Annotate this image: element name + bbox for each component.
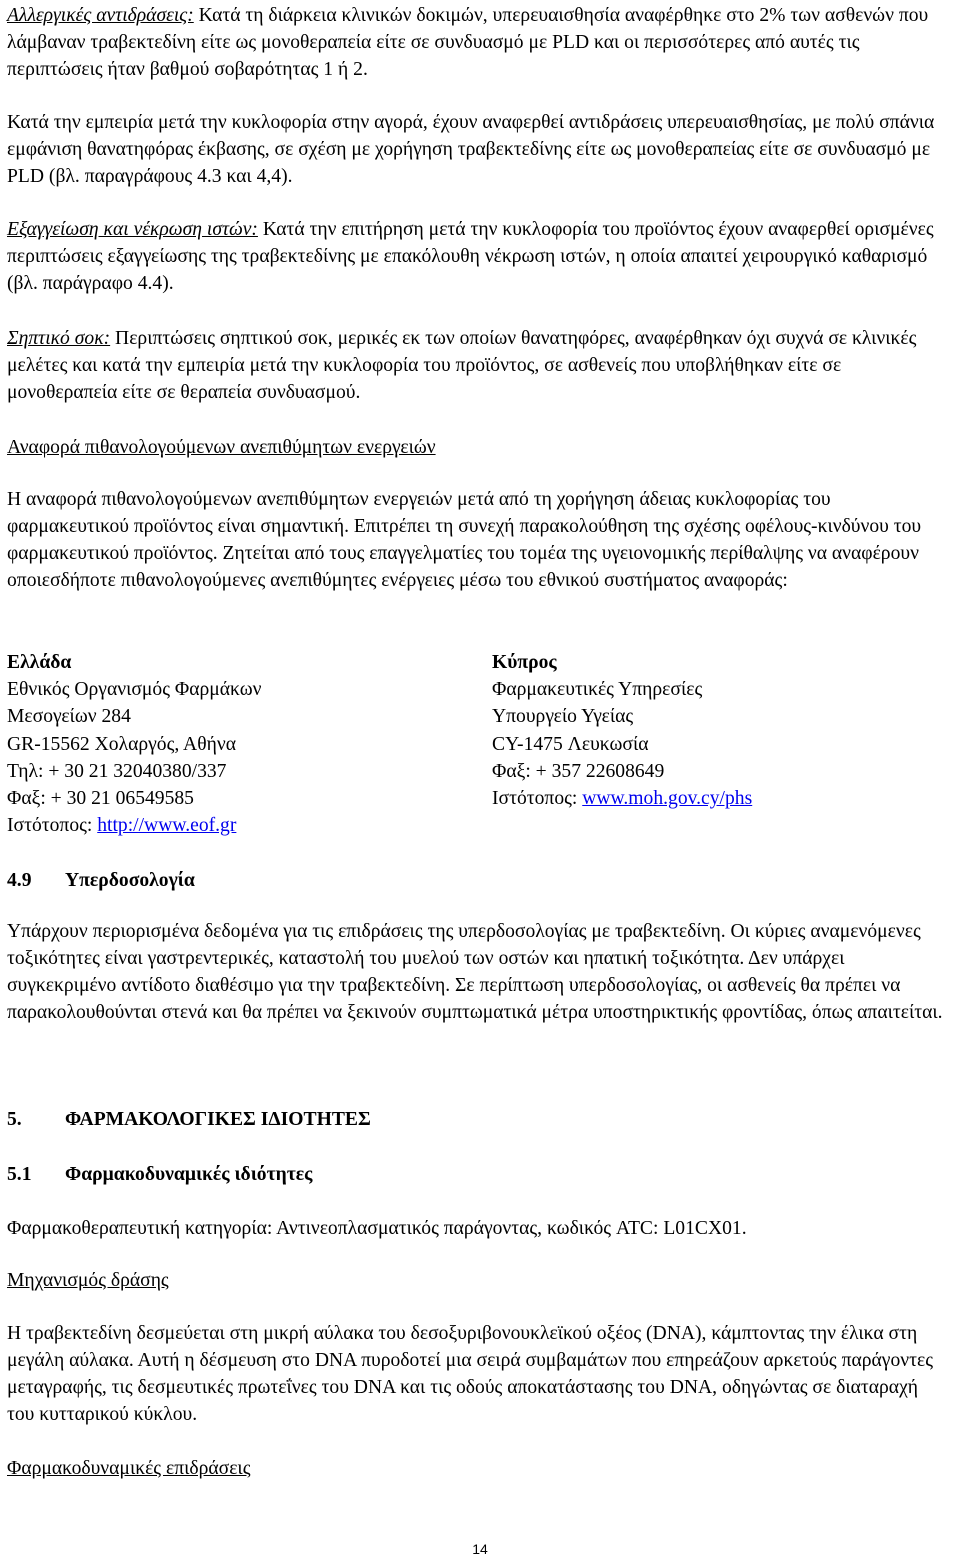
section-5-1-heading: [7, 1161, 947, 1188]
cyprus-city: CY-1475 Λευκωσία: [492, 733, 649, 755]
mechanism-heading: Μηχανισμός δράσης: [7, 1270, 169, 1291]
allergic-reactions-label: Αλλεργικές αντιδράσεις:: [7, 5, 194, 26]
pharmacotherapeutic-category: Φαρμακοθεραπευτική κατηγορία: Αντινεοπλασματικός παράγοντας, κωδικός ATC: L01CX01.: [7, 1218, 747, 1239]
septic-shock-text: Περιπτώσεις σηπτικού σοκ, μερικές εκ των οποίων θανατηφόρες, αναφέρθηκαν όχι συχνά σε κλινικές μελέτες και κατά την εμπειρία μετά την κυκλοφορία του προϊόντος, σε ασθενείς που υποβλήθηκαν είτε σε μονοθεραπεία είτε σε θεραπεία συνδυασμού.: [7, 328, 917, 403]
greece-title: Ελλάδα: [7, 652, 72, 673]
overdose-paragraph: Υπάρχουν περιορισμένα δεδομένα για τις επιδράσεις της υπερδοσολογίας με τραβεκτεδίνη. Οι κύριες αναμενόμενες τοξικότητες είναι γαστρεντερικές, καταστολή του μυελού των οστών και ηπατική τοξικότητα. Δεν υπάρχει συγκεκριμένο αντίδοτο διαθέσιμο για την τραβεκτεδίνη. Σε περίπτωση υπερδοσολογίας, οι ασθενείς θα πρέπει να παρακολουθούνται στενά και θα πρέπει να ξεκινούν συμπτωματικά μέτρα υποστηρικτικής φροντίδας, όπως απαιτείται.: [7, 921, 943, 1023]
greece-website: [7, 812, 261, 839]
greece-website-label: Ιστότοπος:: [7, 815, 98, 837]
extravasation-text: Κατά την επιτήρηση μετά την κυκλοφορία του προϊόντος έχουν αναφερθεί ορισμένες περιπτώσεις εξαγγείωσης της τραβεκτεδίνης με επακόλουθη νέκρωση ιστών, η οποία απαιτεί χειρουργικό καθαρισμό (βλ. παράγραφο 4.4).: [7, 219, 934, 294]
cyprus-website: [492, 785, 752, 812]
reporting-heading: Αναφορά πιθανολογούμενων ανεπιθύμητων ενεργειών: [7, 437, 436, 458]
page-number: 14: [472, 1541, 488, 1557]
cyprus-title: Κύπρος: [492, 652, 557, 673]
greece-phone: Τηλ: + 30 21 32040380/337: [7, 760, 227, 782]
overdose-section-title: Υπερδοσολογία: [65, 870, 195, 891]
section-5-title: ΦΑΡΜΑΚΟΛΟΓΙΚΕΣ ΙΔΙΟΤΗΤΕΣ: [65, 1109, 371, 1130]
septic-shock-paragraph: [7, 325, 947, 406]
greece-contact-block: [7, 649, 261, 839]
post-marketing-paragraph: Κατά την εμπειρία μετά την κυκλοφορία στην αγορά, έχουν αναφερθεί αντιδράσεις υπερευαισθησίας, με πολύ σπάνια εμφάνιση θανατηφόρας έκβασης, σε σχέση με χορήγηση τραβεκτεδίνης είτε ως μονοθεραπείας είτε σε συνδυασμό με PLD (βλ. παραγράφους 4.3 και 4,4).: [7, 112, 935, 187]
cyprus-ministry: Υπουργείο Υγείας: [492, 706, 634, 728]
septic-shock-label: Σηπτικό σοκ:: [7, 328, 111, 349]
mechanism-paragraph: Η τραβεκτεδίνη δεσμεύεται στη μικρή αύλακα του δεσοξυριβονουκλεϊκού οξέος (DNA), κάμπτοντας την έλικα στη μεγάλη αύλακα. Αυτή η δέσμευση στο DNA πυροδοτεί μια σειρά συμβαμάτων που επηρεάζουν αρκετούς παράγοντες μεταγραφής, τις δεσμευτικές πρωτεΐνες του DNA και τις οδούς αποκατάστασης του DNA, οδηγώντας σε διαταραχή του κυτταρικού κύκλου.: [7, 1323, 933, 1425]
greece-fax: Φαξ: + 30 21 06549585: [7, 788, 194, 810]
greece-organization: Εθνικός Οργανισμός Φαρμάκων: [7, 679, 262, 701]
pharmacodynamic-effects-heading: Φαρμακοδυναμικές επιδράσεις: [7, 1458, 251, 1479]
section-5-1-title: Φαρμακοδυναμικές ιδιότητες: [65, 1164, 313, 1185]
allergic-reactions-text: Κατά τη διάρκεια κλινικών δοκιμών, υπερευαισθησία αναφέρθηκε στο 2% των ασθενών που λάμβαναν τραβεκτεδίνη είτε ως μονοθεραπεία είτε σε συνδυασμό με PLD και οι περισσότερες από αυτές τις περιπτώσεις ήταν βαθμού σοβαρότητας 1 ή 2.: [7, 5, 929, 80]
section-5-number: 5.: [7, 1109, 22, 1130]
section-5-heading: [7, 1106, 947, 1133]
cyprus-organization: Φαρμακευτικές Υπηρεσίες: [492, 679, 703, 701]
reporting-paragraph: Η αναφορά πιθανολογούμενων ανεπιθύμητων ενεργειών μετά από τη χορήγηση άδειας κυκλοφορίας του φαρμακευτικού προϊόντος είναι σημαντική. Επιτρέπει τη συνεχή παρακολούθηση της σχέσης οφέλους-κινδύνου του φαρμακευτικού προϊόντος. Ζητείται από τους επαγγελματίες του τομέα της υγειονομικής περίθαλψης να αναφέρουν οποιεσδήποτε πιθανολογούμενες ανεπιθύμητες ενέργειες μέσω του εθνικού συστήματος αναφοράς:: [7, 489, 922, 591]
overdose-heading: [7, 867, 947, 894]
cyprus-website-link[interactable]: www.moh.gov.cy/phs: [582, 788, 753, 810]
cyprus-website-label: Ιστότοπος:: [492, 788, 583, 810]
greece-street: Μεσογείων 284: [7, 706, 131, 728]
greece-city: GR-15562 Χολαργός, Αθήνα: [7, 733, 236, 755]
cyprus-fax: Φαξ: + 357 22608649: [492, 760, 665, 782]
greece-website-link[interactable]: http://www.eof.gr: [97, 815, 237, 837]
cyprus-contact-block: [492, 649, 752, 812]
extravasation-label: Εξαγγείωση και νέκρωση ιστών:: [7, 219, 258, 240]
section-5-1-number: 5.1: [7, 1164, 32, 1185]
overdose-section-number: 4.9: [7, 870, 32, 891]
extravasation-paragraph: [7, 216, 947, 297]
allergic-reactions-paragraph: [7, 2, 947, 83]
